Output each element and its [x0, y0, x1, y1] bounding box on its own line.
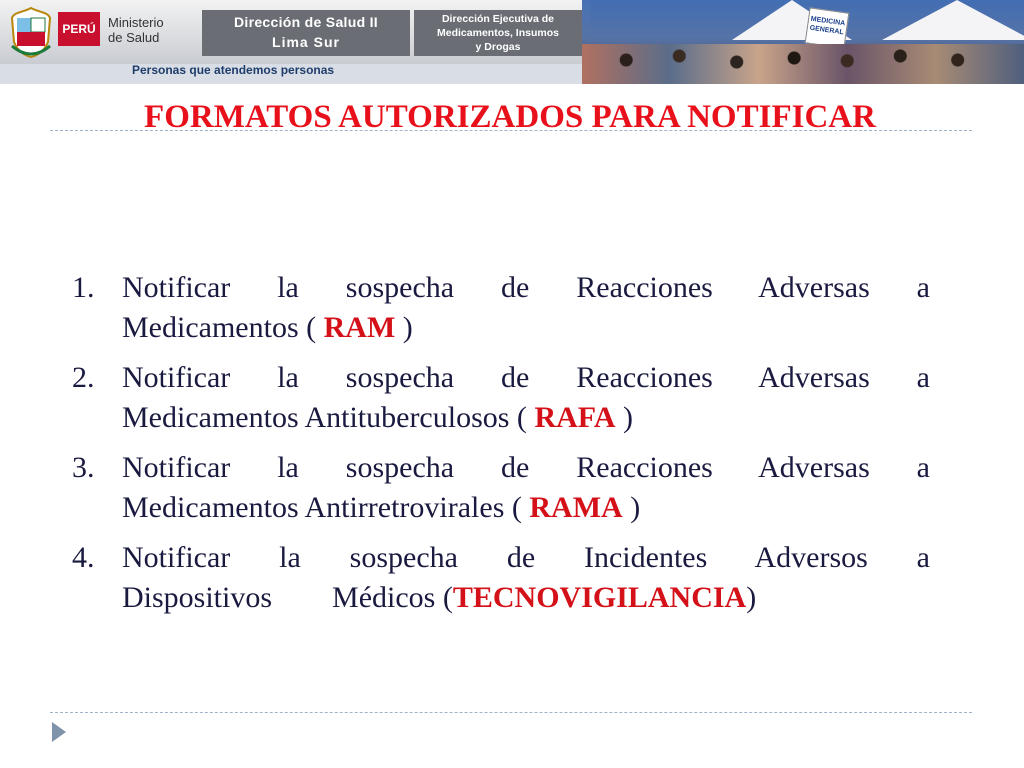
diresa-label [202, 10, 410, 56]
item-line-2 [122, 308, 930, 348]
ministry-line-1: Ministerio [108, 15, 164, 30]
photo-sign: MEDICINA GENERAL [805, 7, 850, 48]
item-line-1: Notificar la sospecha de Reacciones Adversas a [122, 361, 930, 394]
slogan: Personas que atendemos personas [132, 63, 335, 77]
item-text-end: ) [395, 311, 413, 344]
list-item [72, 358, 930, 438]
ministry-line-2: de Salud [108, 30, 160, 45]
divider-top [50, 130, 972, 131]
list-item [72, 538, 930, 618]
item-line-2 [122, 578, 930, 618]
item-acronym: TECNOVIGILANCIA [452, 581, 747, 614]
crowd-image [582, 44, 1024, 84]
item-number: 2. [72, 361, 95, 394]
divider-bottom [50, 712, 972, 713]
peru-logo: PERÚ [58, 12, 100, 46]
digemid-line-3: y Drogas [475, 41, 521, 53]
item-text: Medicamentos Antirretrovirales ( [122, 491, 530, 524]
digemid-label [414, 10, 582, 56]
digemid-line-1: Dirección Ejecutiva de [441, 13, 555, 25]
ministry-name [104, 12, 196, 46]
item-acronym: RAFA [534, 401, 616, 434]
digemid-line-2: Medicamentos, Insumos [437, 27, 559, 39]
item-text-end: ) [746, 581, 757, 614]
item-text: Medicamentos Antituberculosos ( [122, 401, 535, 434]
header-photo [582, 0, 1024, 84]
slide-title: FORMATOS AUTORIZADOS PARA NOTIFICAR [144, 99, 876, 135]
item-text-end: ) [615, 401, 634, 434]
item-text: Medicamentos ( [122, 311, 324, 344]
item-acronym: RAM [323, 311, 396, 344]
item-line-1: Notificar la sospecha de Reacciones Adversas a [122, 451, 930, 484]
item-text-end: ) [622, 491, 641, 524]
item-line-2 [122, 488, 930, 528]
diresa-line-2: Lima Sur [272, 34, 340, 50]
item-number: 4. [72, 541, 95, 574]
formats-list [72, 268, 930, 628]
item-line-2 [122, 398, 930, 438]
tent-shape [882, 0, 1024, 40]
triangle-bullet-icon [52, 722, 66, 742]
item-acronym: RAMA [529, 491, 623, 524]
item-number: 1. [72, 271, 95, 304]
item-line-1: Notificar la sospecha de Incidentes Adversos a [122, 541, 930, 574]
peru-coat-of-arms-icon [8, 6, 54, 58]
item-text: Dispositivos Médicos ( [122, 581, 453, 614]
header-banner [0, 0, 1024, 84]
item-line-1: Notificar la sospecha de Reacciones Adversas a [122, 271, 930, 304]
list-item [72, 268, 930, 348]
item-number: 3. [72, 451, 95, 484]
diresa-line-1: Dirección de Salud II [233, 14, 378, 30]
list-item [72, 448, 930, 528]
